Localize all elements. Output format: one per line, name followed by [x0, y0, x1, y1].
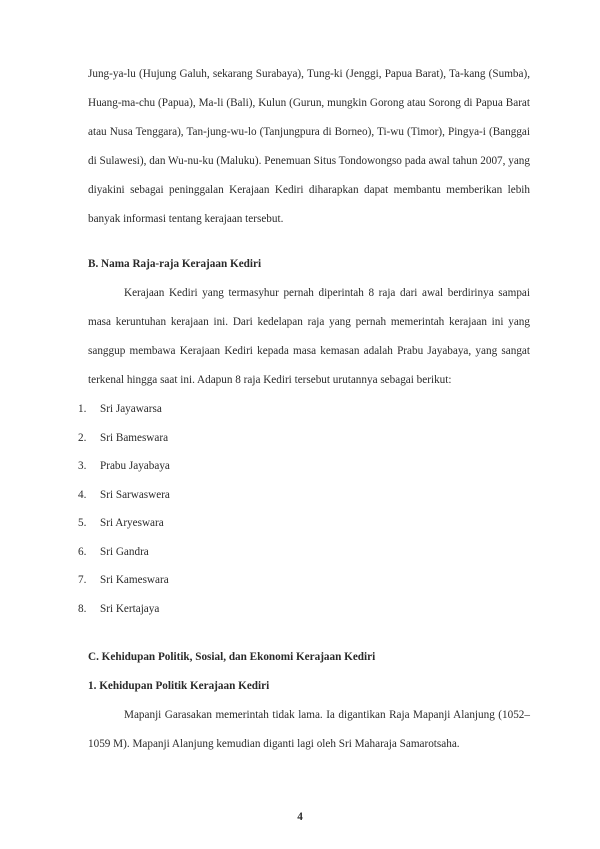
list-item: [78, 538, 530, 567]
list-item: [78, 452, 530, 481]
list-item: [78, 481, 530, 510]
list-number: 1.: [78, 403, 87, 415]
list-item: [78, 509, 530, 538]
list-number: 5.: [78, 517, 87, 529]
subsection-1-heading: 1. Kehidupan Politik Kerajaan Kediri: [88, 680, 270, 692]
king-name: Sri Aryeswara: [100, 517, 164, 529]
list-number: 6.: [78, 545, 87, 558]
list-item: [78, 395, 530, 424]
list-number: 3.: [78, 460, 87, 472]
king-name: Sri Gandra: [100, 545, 149, 558]
intro-paragraph: Jung-ya-lu (Hujung Galuh, sekarang Surabaya), Tung-ki (Jenggi, Papua Barat), Ta-kang (Sumba), Huang-ma-chu (Papua), Ma-li (Bali), Kulun (Gurun, mungkin Gorong atau Sorong di Papua Barat atau Nusa Tenggara), Tan-jung-wu-lo (Tanjungpura di Borneo), Ti-wu (Timor), Pingya-i (Banggai di Sulawesi), dan Wu-nu-ku (Maluku). Penemuan Situs Tondowongso pada awal tahun 2007, yang diyakini sebagai peninggalan Kerajaan Kediri diharapkan dapat membantu memberikan lebih banyak informasi tentang kerajaan tersebut.: [88, 68, 530, 225]
king-name: Prabu Jayabaya: [100, 460, 170, 472]
list-number: 2.: [78, 431, 87, 444]
king-name: Sri Bameswara: [100, 431, 169, 444]
page-number: 4: [297, 811, 303, 823]
king-name: Sri Sarwaswera: [100, 488, 170, 501]
list-number: 4.: [78, 488, 87, 501]
list-item: [78, 424, 530, 453]
subsection-1-paragraph: Mapanji Garasakan memerintah tidak lama. Ia digantikan Raja Mapanji Alanjung (1052–1059 M). Mapanji Alanjung kemudian diganti lagi oleh Sri Maharaja Samarotsaha.: [88, 709, 530, 750]
list-item: [78, 595, 530, 624]
page-body: [78, 60, 530, 759]
list-number: 7.: [78, 574, 87, 586]
section-b-paragraph: Kerajaan Kediri yang termasyhur pernah diperintah 8 raja dari awal berdirinya sampai masa keruntuhan kerajaan ini. Dari kedelapan raja yang pernah memerintah kerajaan ini yang sanggup membawa Kerajaan Kediri kepada masa kemasan adalah Prabu Jayabaya, yang sangat terkenal hingga saat ini. Adapun 8 raja Kediri tersebut urutannya sebagai berikut:: [88, 287, 530, 386]
king-name: Sri Jayawarsa: [100, 403, 162, 415]
section-b-heading: B. Nama Raja-raja Kerajaan Kediri: [88, 258, 262, 270]
list-number: 8.: [78, 602, 87, 615]
king-name: Sri Kertajaya: [100, 602, 160, 615]
king-name: Sri Kameswara: [100, 574, 169, 586]
kings-list: [78, 395, 530, 623]
list-item: [78, 566, 530, 595]
section-c-heading: C. Kehidupan Politik, Sosial, dan Ekonomi Kerajaan Kediri: [88, 651, 376, 663]
